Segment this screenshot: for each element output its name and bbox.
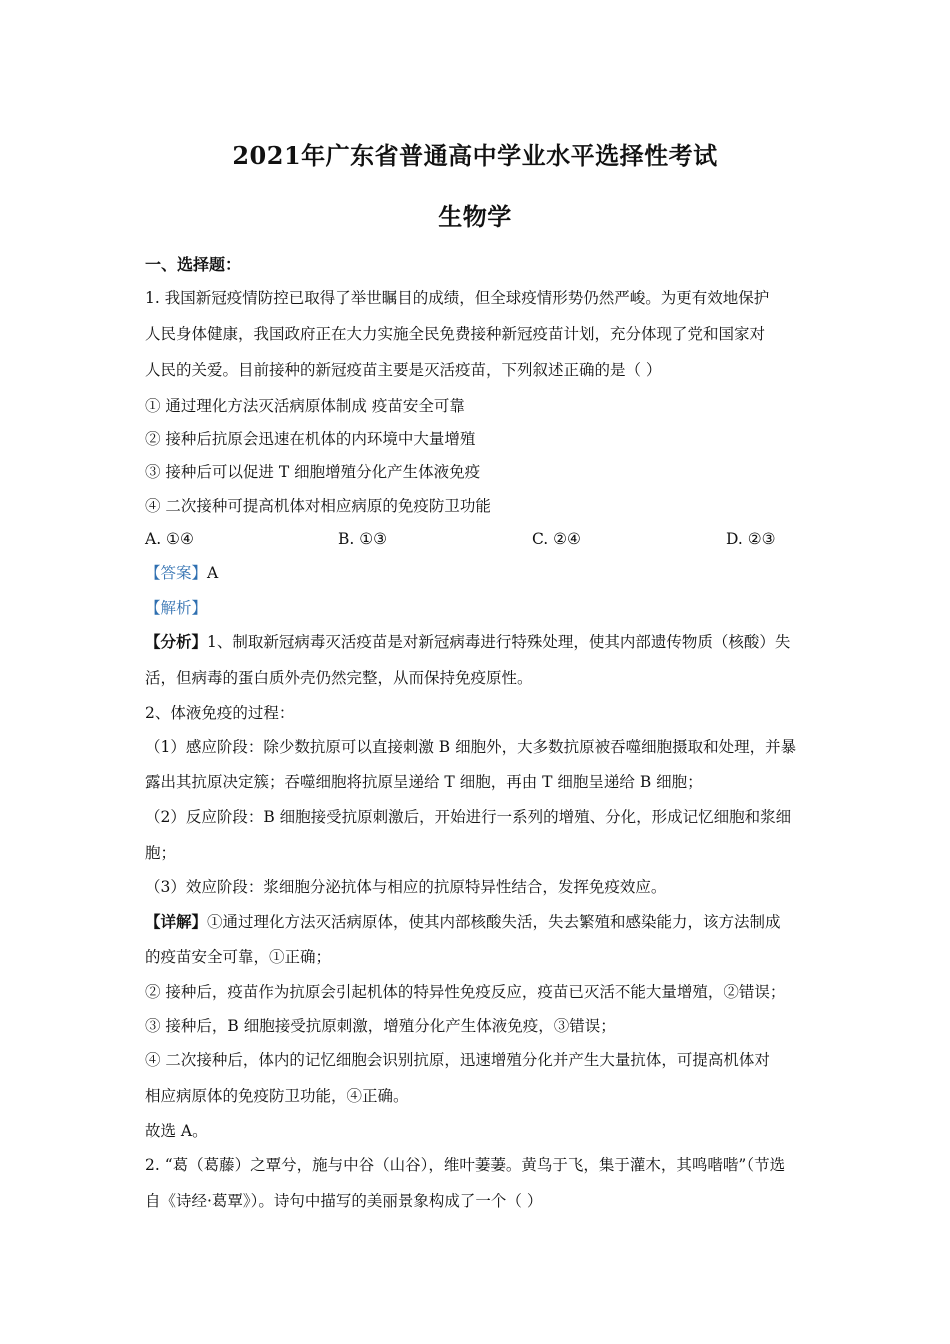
analysis-tag: 【详解】 (145, 912, 208, 931)
analysis-text: 1、制取新冠病毒灭活疫苗是对新冠病毒进行特殊处理，使其内部遗传物质（核酸）失 (207, 633, 791, 651)
q1-option-b: B. ①③ (338, 530, 388, 548)
analysis-line (145, 1049, 815, 1071)
analysis-text: 相应病原体的免疫防卫功能，④正确。 (145, 1087, 409, 1105)
analysis-text: 活，但病毒的蛋白质外壳仍然完整，从而保持免疫原性。 (145, 669, 533, 687)
answer-value: A (207, 564, 219, 582)
analysis-line (145, 842, 815, 864)
q1-option-a: A. ①④ (145, 530, 194, 548)
analysis-line (145, 667, 815, 689)
q1-option-c: C. ②④ (532, 530, 581, 548)
q1-stem-line: 人民的关爱。目前接种的新冠疫苗主要是灭活疫苗，下列叙述正确的是（ ） (145, 361, 662, 379)
analysis-line (145, 631, 815, 653)
page-subtitle: 生物学 (438, 202, 512, 231)
analysis-text: ③ 接种后，B 细胞接受抗原刺激，增殖分化产生体液免疫，③错误； (145, 1017, 616, 1035)
analysis-text: ② 接种后，疫苗作为抗原会引起机体的特异性免疫反应，疫苗已灭活不能大量增殖，②错误； (145, 983, 786, 1001)
analysis-line (145, 911, 815, 933)
analysis-text: ①通过理化方法灭活病原体，使其内部核酸失活，失去繁殖和感染能力，该方法制成 (207, 913, 781, 931)
analysis-text: ④ 二次接种后，体内的记忆细胞会识别抗原，迅速增殖分化并产生大量抗体，可提高机体对 (145, 1051, 770, 1069)
analysis-line (145, 1015, 815, 1037)
analysis-text: 故选 A。 (145, 1122, 208, 1140)
analysis-label: 【解析】 (145, 599, 208, 617)
analysis-text: 露出其抗原决定簇；吞噬细胞将抗原呈递给 T 细胞，再由 T 细胞呈递给 B 细胞； (145, 773, 703, 791)
answer-label: 【答案】 (145, 564, 208, 582)
q1-stem-line: 1. 我国新冠疫情防控已取得了举世瞩目的成绩，但全球疫情形势仍然严峻。为更有效地保护 (145, 289, 770, 307)
analysis-line (145, 876, 815, 898)
analysis-line (145, 1085, 815, 1107)
analysis-line (145, 981, 815, 1003)
q2-stem-line: 2. “葛（葛藤）之覃兮，施与中谷（山谷），维叶萋萋。黄鸟于飞，集于灌木，其鸣喈喈”（节选 (145, 1156, 786, 1174)
section-heading: 一、选择题： (145, 255, 242, 274)
analysis-text: 2、体液免疫的过程： (145, 704, 295, 722)
analysis-text: （2）反应阶段：B 细胞接受抗原刺激后，开始进行一系列的增殖、分化，形成记忆细胞和浆细 (145, 808, 792, 826)
analysis-line (145, 736, 815, 758)
q1-statement: ① 通过理化方法灭活病原体制成 疫苗安全可靠 (145, 397, 465, 415)
q2-stem-line: 自《诗经·葛覃》）。诗句中描写的美丽景象构成了一个（ ） (145, 1192, 543, 1210)
q1-stem-line: 人民身体健康，我国政府正在大力实施全民免费接种新冠疫苗计划，充分体现了党和国家对 (145, 325, 766, 343)
analysis-line (145, 946, 815, 968)
analysis-text: 胞； (145, 844, 177, 862)
q1-statement: ④ 二次接种可提高机体对相应病原的免疫防卫功能 (145, 497, 491, 515)
analysis-text: （1）感应阶段：除少数抗原可以直接刺激 B 细胞外，大多数抗原被吞噬细胞摄取和处理，并暴 (145, 738, 797, 756)
q1-answer (145, 562, 815, 584)
analysis-line (145, 702, 815, 724)
q1-statement: ③ 接种后可以促进 T 细胞增殖分化产生体液免疫 (145, 463, 481, 481)
analysis-tag: 【分析】 (145, 632, 208, 651)
q1-option-d: D. ②③ (726, 530, 776, 548)
analysis-text: 的疫苗安全可靠，①正确； (145, 948, 332, 966)
analysis-line (145, 771, 815, 793)
analysis-line (145, 806, 815, 828)
analysis-line (145, 1120, 815, 1142)
analysis-text: （3）效应阶段：浆细胞分泌抗体与相应的抗原特异性结合，发挥免疫效应。 (145, 878, 667, 896)
page-title: 2021年广东省普通高中学业水平选择性考试 (232, 141, 718, 170)
q1-options (145, 528, 815, 550)
q1-statement: ② 接种后抗原会迅速在机体的内环境中大量增殖 (145, 430, 476, 448)
